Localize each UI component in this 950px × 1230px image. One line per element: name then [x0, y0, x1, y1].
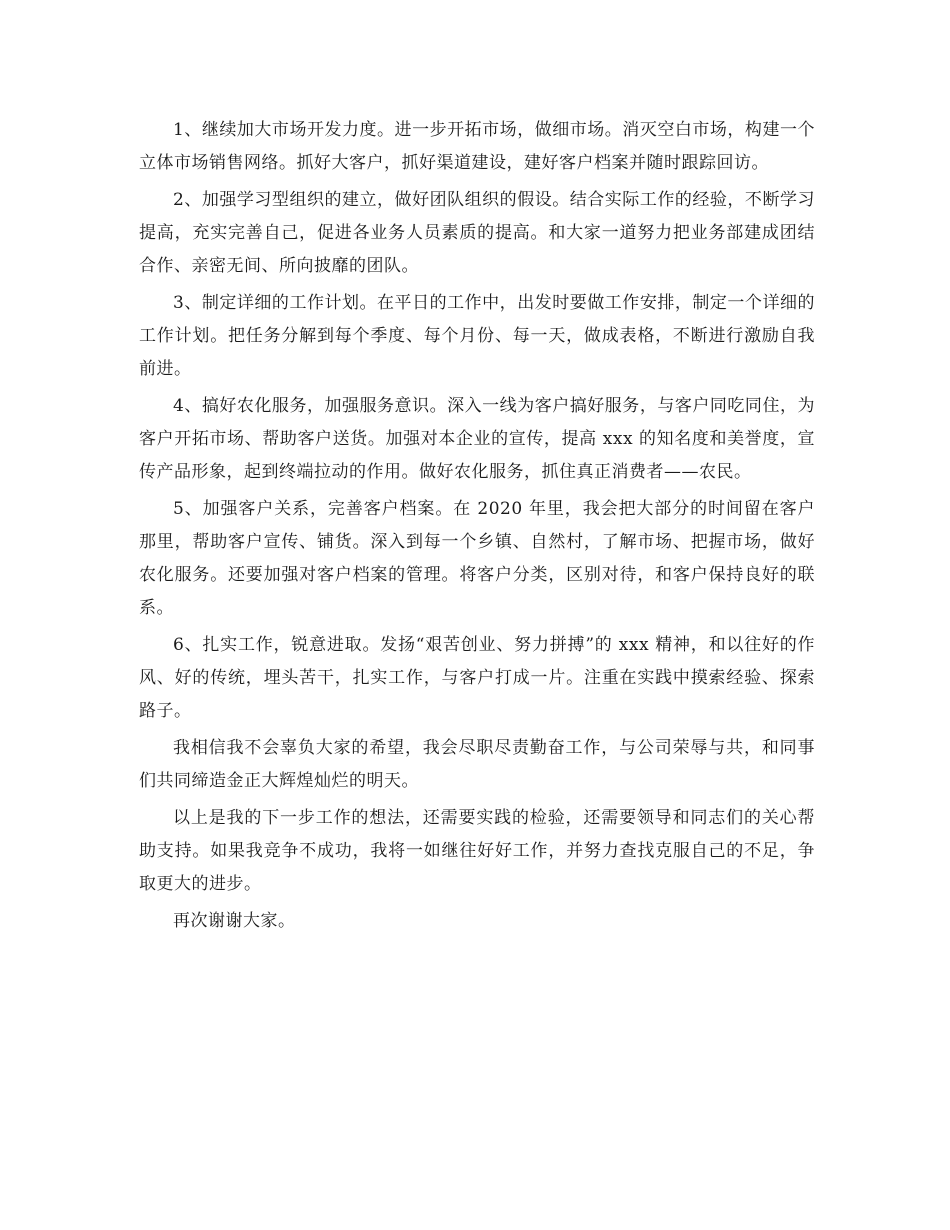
paragraph-closing-summary: 以上是我的下一步工作的想法，还需要实践的检验，还需要领导和同志们的关心帮助支持。如果我竞争不成功，我将一如继往好好工作，并努力查找克服自己的不足，争取更大的进步。 [139, 808, 815, 894]
paragraph-6: 6、扎实工作，锐意进取。发扬“艰苦创业、努力拼搏”的 xxx 精神，和以往好的作风、好的传统，埋头苦干，扎实工作，与客户打成一片。注重在实践中摸索经验、探索路子。 [139, 635, 815, 721]
paragraph-3: 3、制定详细的工作计划。在平日的工作中，出发时要做工作安排，制定一个详细的工作计划。把任务分解到每个季度、每个月份、每一天，做成表格，不断进行激励自我前进。 [139, 293, 815, 379]
paragraph-4: 4、搞好农化服务，加强服务意识。深入一线为客户搞好服务，与客户同吃同住，为客户开拓市场、帮助客户送货。加强对本企业的宣传，提高 xxx 的知名度和美誉度，宣传产品形象，起到终端拉动的作用。做好农化服务，抓住真正消费者——农民。 [139, 396, 815, 482]
paragraph-1: 1、继续加大市场开发力度。进一步开拓市场，做细市场。消灭空白市场，构建一个立体市场销售网络。抓好大客户，抓好渠道建设，建好客户档案并随时跟踪回访。 [139, 120, 815, 173]
paragraph-thanks: 再次谢谢大家。 [173, 911, 296, 931]
paragraph-5: 5、加强客户关系，完善客户档案。在 2020 年里，我会把大部分的时间留在客户那里，帮助客户宣传、铺货。深入到每一个乡镇、自然村，了解市场、把握市场，做好农化服务。还要加强对客户档案的管理。将客户分类，区别对待，和客户保持良好的联系。 [139, 499, 815, 618]
paragraph-2: 2、加强学习型组织的建立，做好团队组织的假设。结合实际工作的经验，不断学习提高，充实完善自己，促进各业务人员素质的提高。和大家一道努力把业务部建成团结合作、亲密无间、所向披靡的团队。 [139, 190, 815, 276]
paragraph-closing-commitment: 我相信我不会辜负大家的希望，我会尽职尽责勤奋工作，与公司荣辱与共，和同事们共同缔造金正大辉煌灿烂的明天。 [139, 738, 815, 791]
document-body [139, 114, 815, 942]
